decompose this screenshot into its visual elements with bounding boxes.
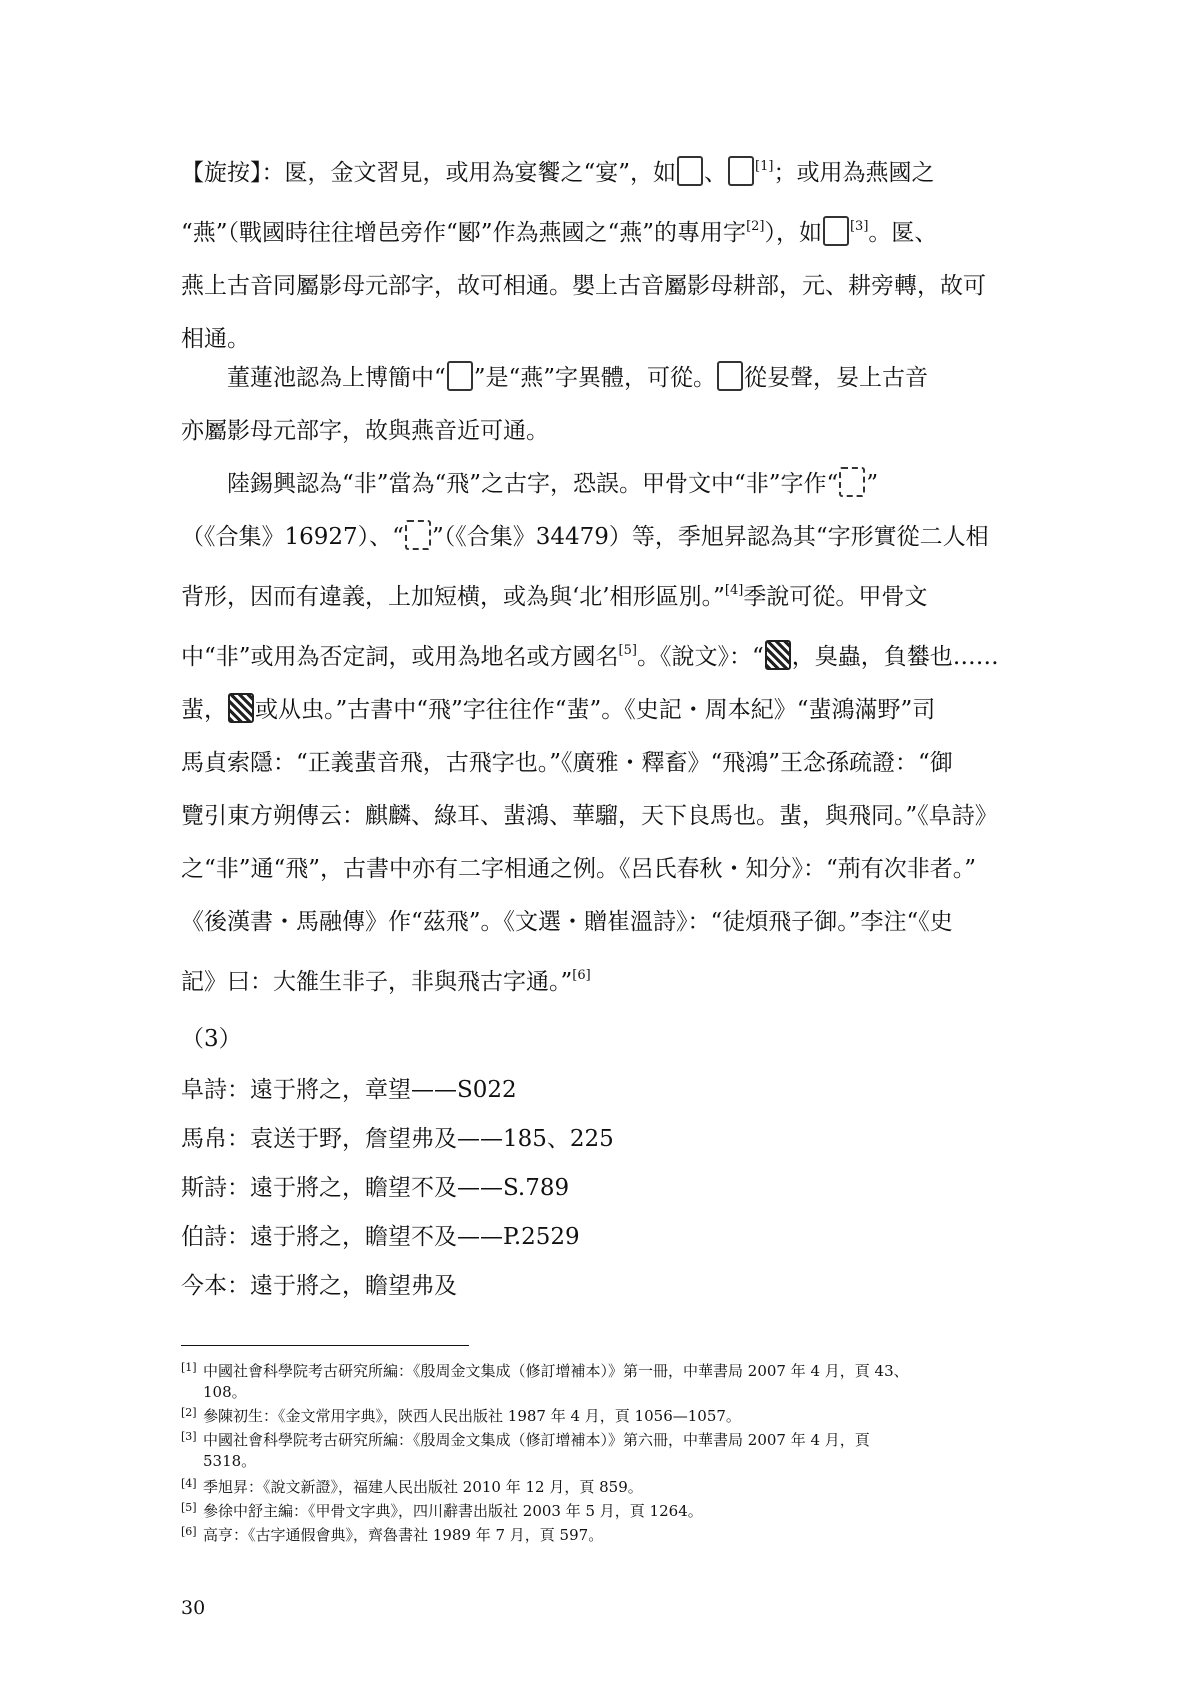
paragraph-3-line-1: 陸錫興認為“非”當為“飛”之古字，恐誤。甲骨文中“非”字作“ ” <box>181 458 1019 511</box>
seal-script-glyph-icon <box>228 693 254 723</box>
footnote-ref[interactable]: [5] <box>618 643 637 658</box>
comparison-row: 馬帛：袁送于野，詹望弗及——185、225 <box>181 1126 614 1152</box>
paragraph-3-line-9: 《後漢書・馬融傳》作“茲飛”。《文選・贈崔溫詩》：“徒煩飛子御。”李注“《史 <box>181 909 953 935</box>
footnote-ref[interactable]: [4] <box>724 583 744 598</box>
seal-script-glyph-icon <box>765 640 791 670</box>
paragraph-1-line-2: “燕”（戰國時往往增邑旁作“郾”作為燕國之“燕”的專用字[2]），如 [3]。匽、 <box>181 200 1019 260</box>
section-label: （3） <box>181 1026 242 1052</box>
paragraph-2-line-1: 董蓮池認為上博簡中“ ”是“燕”字異體，可從。 從妟聲，妟上古音 <box>181 352 1019 405</box>
paragraph-3-line-5: 蜚， 或从虫。”古書中“飛”字往往作“蜚”。《史記・周本紀》“蜚鴻滿野”司 <box>181 684 1019 737</box>
paragraph-1-line-4: 相通。 <box>181 326 250 352</box>
paragraph-3-line-6: 馬貞索隱：“正義蜚音飛，古飛字也。”《廣雅・釋畜》“飛鴻”王念孫疏證：“御 <box>181 750 953 776</box>
footnote-divider <box>181 1345 469 1346</box>
oracle-bone-glyph-icon <box>839 467 865 497</box>
oracle-bone-glyph-icon <box>405 520 431 550</box>
comparison-row: 今本：遠于將之，瞻望弗及 <box>181 1273 457 1299</box>
footnote-ref[interactable]: [2] <box>746 219 765 234</box>
comparison-row: 伯詩：遠于將之，瞻望不及——P.2529 <box>181 1224 580 1250</box>
footnote-ref[interactable]: [3] <box>849 219 869 234</box>
bronze-glyph-icon <box>677 156 703 186</box>
footnote-ref[interactable]: [6] <box>572 968 591 983</box>
comparison-row: 阜詩：遠于將之，章望——S022 <box>181 1077 517 1103</box>
bamboo-slip-glyph-icon <box>447 361 473 391</box>
paragraph-3-line-7: 覽引東方朔傳云：麒麟、綠耳、蜚鴻、華騮，天下良馬也。蜚，與飛同。”《阜詩》 <box>181 803 998 829</box>
paragraph-3-line-4: 中“非”或用為否定詞，或用為地名或方國名[5]。《說文》：“ ，臭蟲，負蠜也…… <box>181 624 1019 684</box>
footnote-ref[interactable]: [1] <box>755 159 774 174</box>
footnote-6: [6] 高亨：《古字通假會典》，齊魯書社 1989 年 7 月，頁 597。 <box>181 1525 604 1544</box>
paragraph-2-line-2: 亦屬影母元部字，故與燕音近可通。 <box>181 418 549 444</box>
paragraph-3-line-3: 背形，因而有違義，上加短横，或為與‘北’相形區別。”[4]季說可從。甲骨文 <box>181 583 928 610</box>
page-number: 30 <box>181 1597 206 1619</box>
paragraph-3-line-10: 記》曰：大雒生非子，非與飛古字通。”[6] <box>181 968 591 995</box>
footnote-3: [3] 中國社會科學院考古研究所編：《殷周金文集成（修訂增補本）》第六冊，中華書局 2007 年 4 月，頁 5318。 <box>181 1430 870 1470</box>
footnote-5: [5] 參徐中舒主編：《甲骨文字典》，四川辭書出版社 2003 年 5 月，頁 1264。 <box>181 1501 703 1520</box>
comparison-row: 斯詩：遠于將之，瞻望不及——S.789 <box>181 1175 570 1201</box>
footnote-2: [2] 參陳初生：《金文常用字典》，陝西人民出版社 1987 年 4 月，頁 1056—1057。 <box>181 1406 741 1425</box>
paragraph-3 <box>181 458 1019 1009</box>
bronze-glyph-icon <box>728 156 754 186</box>
footnote-4: [4] 季旭昇：《說文新證》，福建人民出版社 2010 年 12 月，頁 859。 <box>181 1477 643 1496</box>
bamboo-slip-glyph-icon <box>717 361 743 391</box>
paragraph-1-line-3: 燕上古音同屬影母元部字，故可相通。嬰上古音屬影母耕部，元、耕旁轉，故可 <box>181 273 986 299</box>
bronze-glyph-icon <box>823 216 849 246</box>
paragraph-1 <box>181 140 1019 366</box>
paragraph-3-line-8: 之“非”通“飛”，古書中亦有二字相通之例。《呂氏春秋・知分》：“荊有次非者。” <box>181 856 977 882</box>
paragraph-3-line-2: （《合集》16927）、“ ”（《合集》34479）等，季旭昇認為其“字形實從二人相 <box>181 511 1019 564</box>
paragraph-1-line-1: 【旋按】：匽，金文習見，或用為宴饗之“宴”，如 、 [1]；或用為燕國之 <box>181 140 1019 200</box>
footnote-1: [1] 中國社會科學院考古研究所編：《殷周金文集成（修訂增補本）》第一冊，中華書局 2007 年 4 月，頁 43、 108。 <box>181 1361 909 1401</box>
paragraph-2 <box>181 352 1019 458</box>
